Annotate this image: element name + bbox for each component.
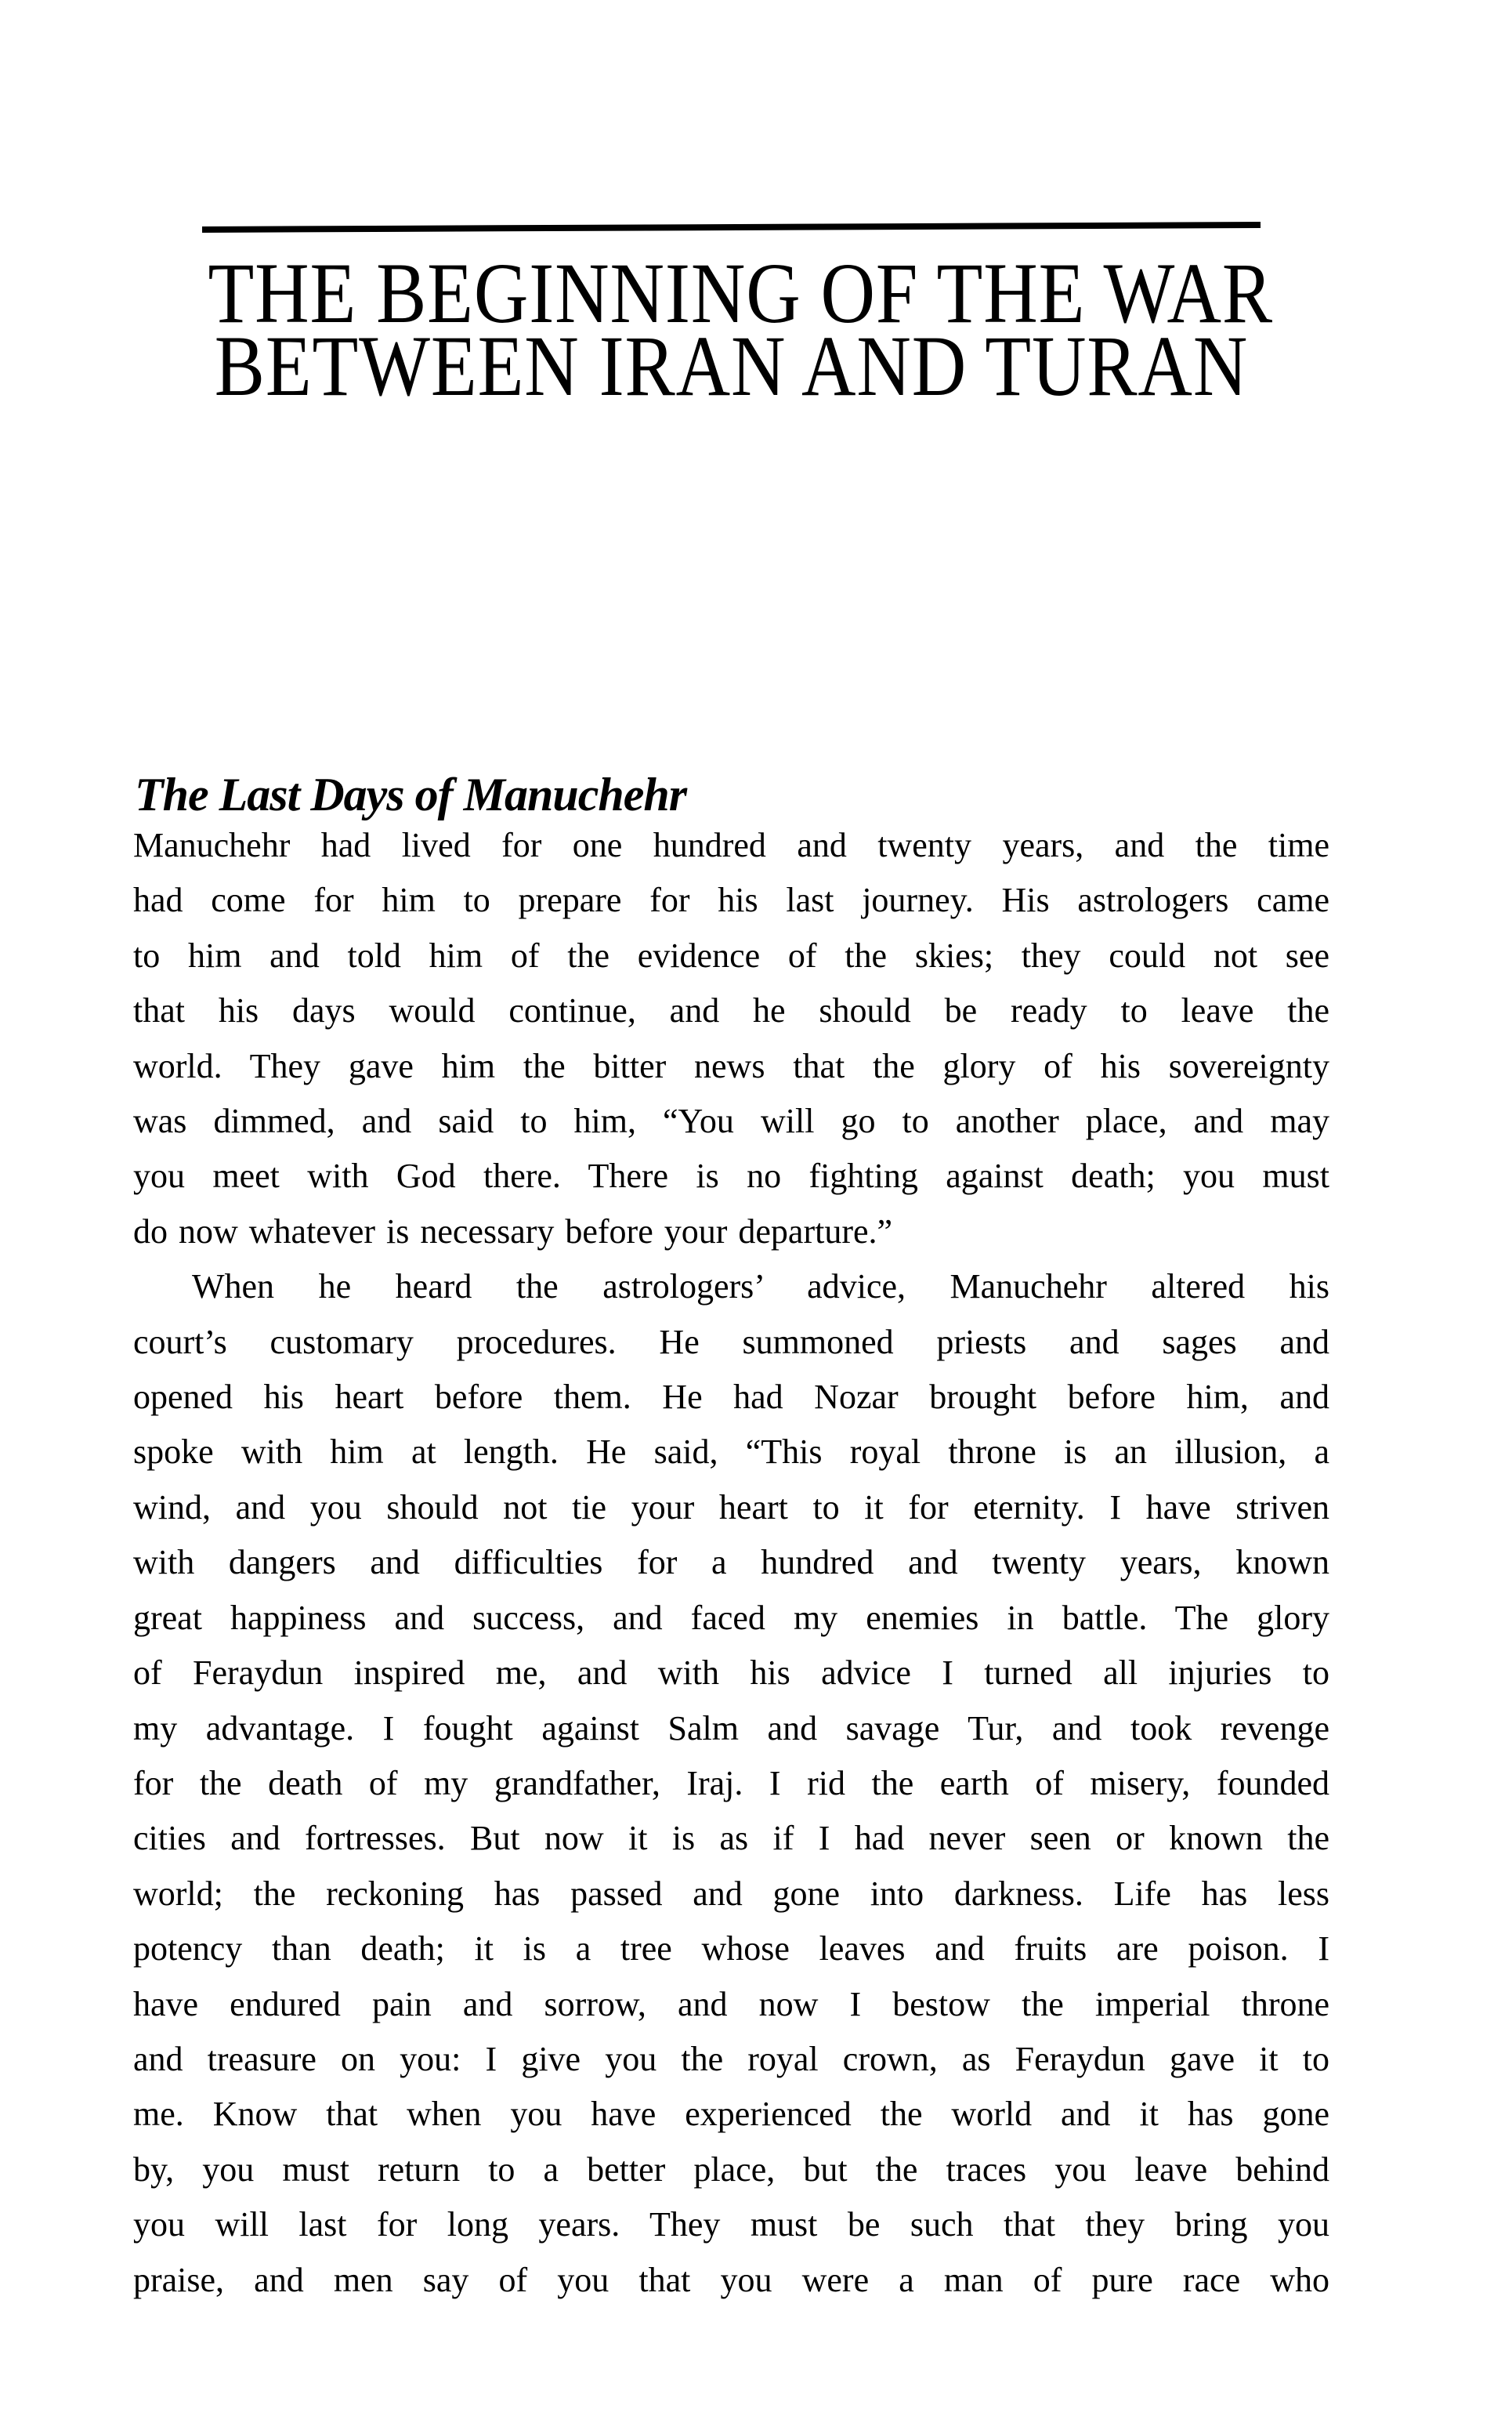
body-line: When he heard the astrologers’ advice, Manuchehr altered his [192,1267,1329,1306]
body-line: for the death of my grandfather, Iraj. I rid the earth of misery, founded [133,1763,1329,1802]
section-heading: The Last Days of Manuchehr [135,769,687,820]
body-line: with dangers and difficulties for a hundred and twenty years, known [133,1543,1329,1582]
body-line: had come for him to prepare for his last journey. His astrologers came [133,881,1329,920]
chapter-title-line-2: BETWEEN IRAN AND TURAN [214,318,1249,414]
body-line: world. They gave him the bitter news that the glory of his sovereignty [133,1046,1329,1085]
chapter-rule [202,222,1261,233]
body-line: Manuchehr had lived for one hundred and twenty years, and the time [133,826,1329,864]
body-line: was dimmed, and said to him, “You will go to another place, and may [133,1102,1329,1141]
body-line: you will last for long years. They must be such that they bring you [133,2205,1329,2244]
body-line: potency than death; it is a tree whose leaves and fruits are poison. I [133,1929,1329,1968]
body-line: praise, and men say of you that you were a man of pure race who [133,2260,1329,2299]
body-line: do now whatever is necessary before your departure.” [133,1212,893,1251]
body-line: that his days would continue, and he should be ready to leave the [133,991,1329,1030]
text-block [133,0,1329,2423]
body-line: of Feraydun inspired me, and with his advice I turned all injuries to [133,1653,1329,1693]
body-line: great happiness and success, and faced my enemies in battle. The glory [133,1598,1329,1637]
body-line: cities and fortresses. But now it is as if I had never seen or known the [133,1819,1329,1858]
body-line: opened his heart before them. He had Nozar brought before him, and [133,1378,1329,1417]
body-line: you meet with God there. There is no fighting against death; you must [133,1157,1329,1196]
body-line: and treasure on you: I give you the royal crown, as Feraydun gave it to [133,2039,1329,2078]
body-line: my advantage. I fought against Salm and savage Tur, and took revenge [133,1708,1329,1748]
body-line: to him and told him of the evidence of the skies; they could not see [133,936,1329,975]
chapter-title-line-1: THE BEGINNING OF THE WAR [208,245,1273,341]
body-text [133,818,1329,2308]
body-line: world; the reckoning has passed and gone into darkness. Life has less [133,1874,1329,1913]
body-line: have endured pain and sorrow, and now I bestow the imperial throne [133,1984,1329,2023]
body-line: spoke with him at length. He said, “This royal throne is an illusion, a [133,1432,1329,1472]
body-line: court’s customary procedures. He summoned priests and sages and [133,1322,1329,1361]
body-line: me. Know that when you have experienced the world and it has gone [133,2095,1329,2134]
body-line: by, you must return to a better place, but the traces you leave behind [133,2150,1329,2189]
body-line: wind, and you should not tie your heart to it for eternity. I have striven [133,1487,1329,1527]
chapter-title [208,245,1273,414]
